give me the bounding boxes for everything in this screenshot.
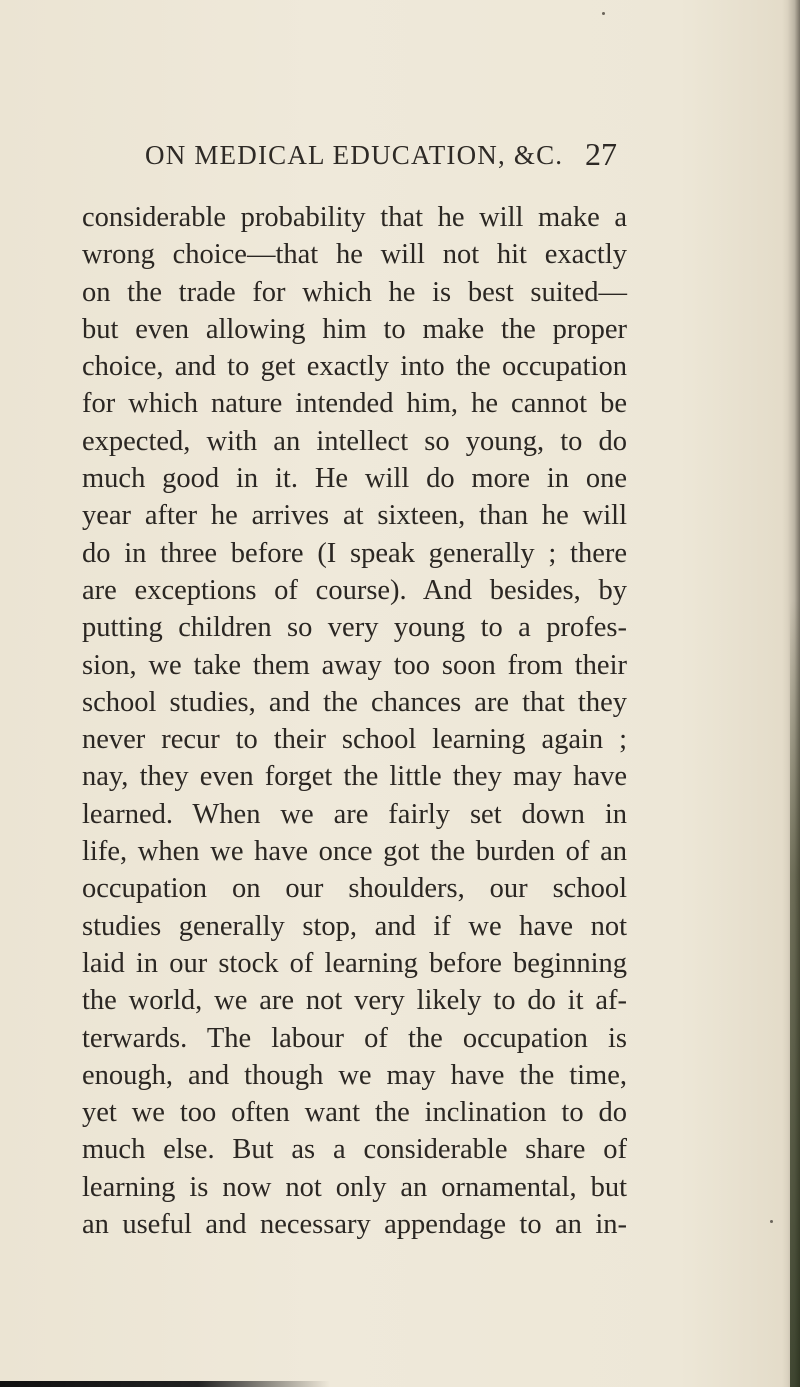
paper-speck xyxy=(770,1220,773,1223)
text-line: the world, we are not very likely to do it af- xyxy=(82,985,627,1017)
text-line: much good in it. He will do more in one xyxy=(82,463,627,495)
text-line: yet we too often want the inclination to do xyxy=(82,1097,627,1129)
text-line: wrong choice—that he will not hit exactly xyxy=(82,239,627,271)
text-line: but even allowing him to make the proper xyxy=(82,313,627,345)
text-line: enough, and though we may have the time, xyxy=(82,1059,627,1091)
running-head: ON MEDICAL EDUCATION, &C. xyxy=(145,140,564,170)
text-line: an useful and necessary appendage to an in- xyxy=(82,1209,627,1241)
text-line: are exceptions of course). And besides, by xyxy=(82,574,627,606)
page-number: 27 xyxy=(585,136,617,172)
text-line: learned. When we are fairly set down in xyxy=(82,798,627,830)
text-line: do in three before (I speak generally ; there xyxy=(82,537,627,569)
paper-speck xyxy=(602,12,605,15)
text-line: considerable probability that he will make a xyxy=(82,202,627,233)
text-line: school studies, and the chances are that they xyxy=(82,686,627,718)
body-text xyxy=(82,199,627,1243)
text-line: for which nature intended him, he cannot be xyxy=(82,388,627,420)
text-line: learning is now not only an ornamental, but xyxy=(82,1171,627,1203)
text-line: on the trade for which he is best suited— xyxy=(82,276,627,308)
text-line: occupation on our shoulders, our school xyxy=(82,873,627,905)
text-line: sion, we take them away too soon from their xyxy=(82,649,627,681)
text-line: choice, and to get exactly into the occupation xyxy=(82,351,627,383)
text-line: much else. But as a considerable share of xyxy=(82,1134,627,1166)
text-line: laid in our stock of learning before beginning xyxy=(82,947,627,979)
page-edge-stain xyxy=(790,600,800,1387)
text-line: expected, with an intellect so young, to do xyxy=(82,425,627,457)
text-line: year after he arrives at sixteen, than he will xyxy=(82,500,627,532)
text-line: life, when we have once got the burden of an xyxy=(82,836,627,868)
text-line: putting children so very young to a profes- xyxy=(82,612,627,644)
text-line: nay, they even forget the little they may have xyxy=(82,761,627,793)
page-header xyxy=(0,136,800,180)
text-line: studies generally stop, and if we have not xyxy=(82,910,627,942)
text-line: never recur to their school learning again ; xyxy=(82,724,627,756)
page-bottom-edge xyxy=(0,1381,330,1387)
text-line: terwards. The labour of the occupation is xyxy=(82,1022,627,1054)
